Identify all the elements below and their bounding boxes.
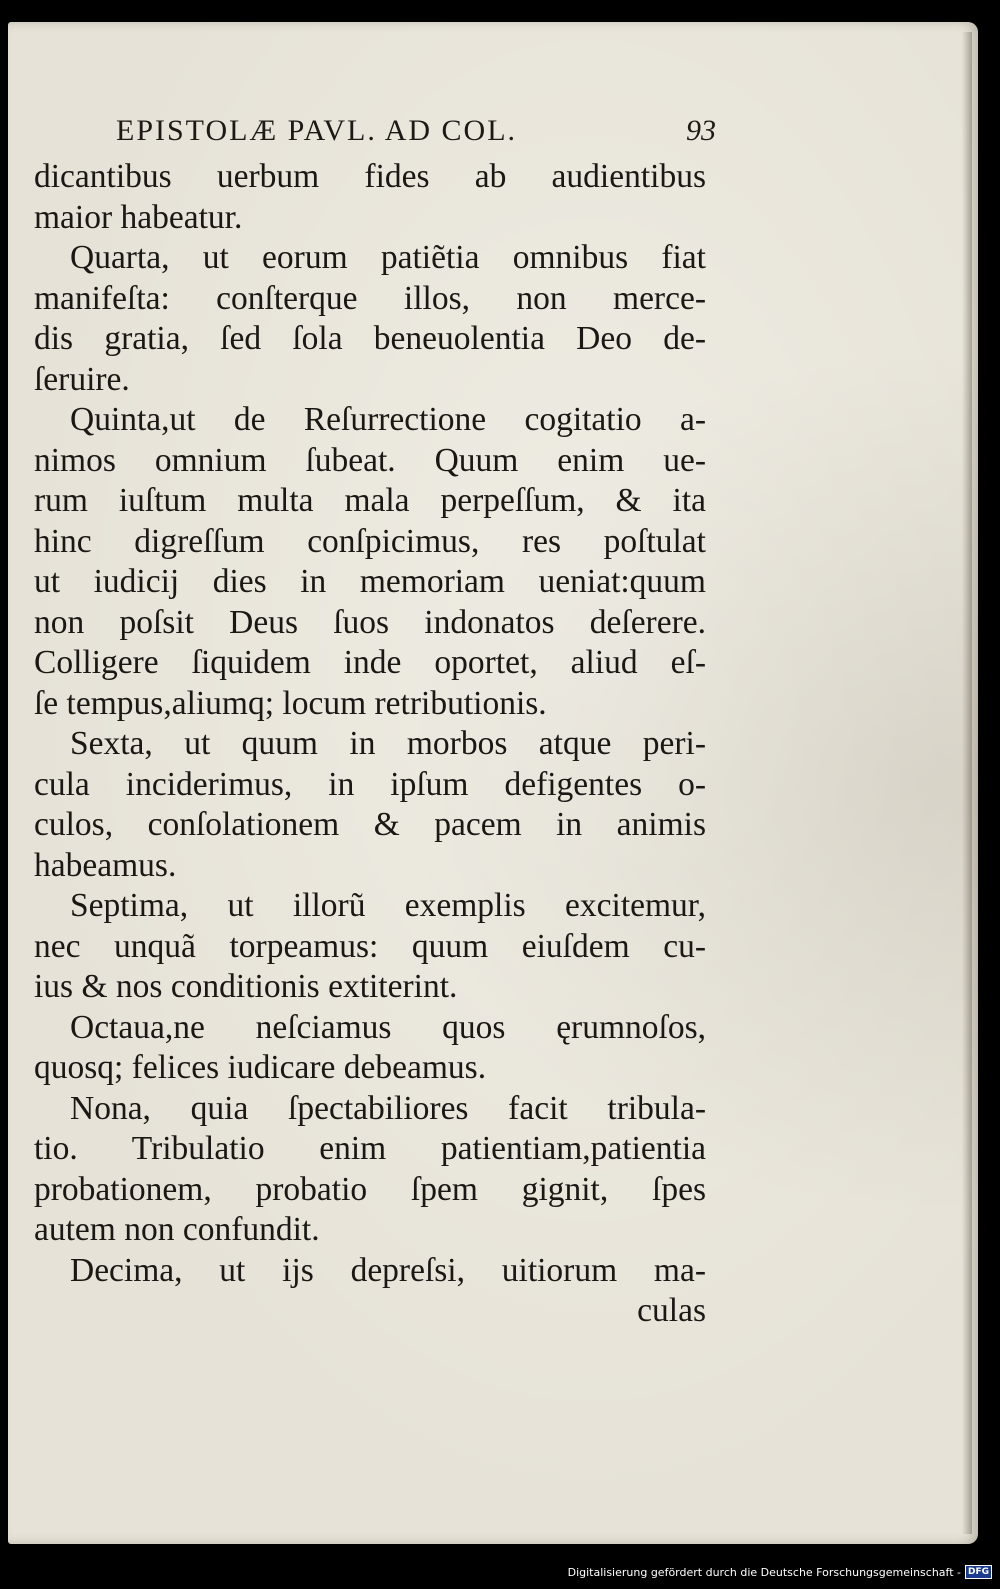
text-line: nec unquã torpeamus: quum eiuſdem cu- — [34, 927, 706, 965]
text-line: dicantibus uerbum fides ab audientibus — [34, 158, 706, 195]
text-line: quosq; felices iudicare debeamus. — [34, 1049, 487, 1086]
text-line: ſeruire. — [34, 360, 130, 398]
credit-text: Digitalisierung gefördert durch die Deutsche Forschungsgemeinschaft - — [567, 1565, 961, 1579]
text-line: Quarta, ut eorum patiẽtia omnibus fiat — [70, 239, 706, 276]
text-line: Octaua,ne neſciamus quos ęrumnoſos, — [70, 1008, 706, 1046]
text-line: autem non confundit. — [34, 1211, 320, 1248]
page-number: 93 — [686, 114, 716, 147]
text-line: tio. Tribulatio enim patientiam,patientia — [34, 1130, 706, 1167]
catchword: culas — [637, 1292, 706, 1329]
text-line: probationem, probatio ſpem gignit, ſpes — [34, 1170, 706, 1208]
text-line: ius & nos conditionis extiterint. — [34, 968, 458, 1005]
digitization-credit — [568, 1563, 992, 1581]
text-line: maior habeatur. — [34, 198, 243, 236]
dfg-logo: DFG — [965, 1565, 992, 1579]
book-page — [8, 22, 978, 1544]
text-line: hinc digreſſum conſpicimus, res poſtulat — [34, 522, 706, 560]
body-text — [34, 157, 706, 1332]
text-line: rum iuſtum multa mala perpeſſum, & ita — [34, 482, 706, 519]
text-line: Colligere ſiquidem inde oportet, aliud eſ- — [34, 644, 706, 681]
text-line: habeamus. — [34, 846, 177, 884]
text-line: dis gratia, ſed ſola beneuolentia Deo de- — [34, 320, 706, 357]
text-line: Decima, ut ijs depreſsi, uitiorum ma- — [70, 1251, 706, 1289]
text-line: manifeſta: conſterque illos, non merce- — [34, 279, 706, 317]
text-line: cula inciderimus, in ipſum defigentes o- — [34, 765, 706, 803]
running-title: EPISTOLÆ PAVL. AD COL. — [116, 114, 518, 147]
text-line: ut iudicij dies in memoriam ueniat:quum — [34, 563, 706, 600]
running-header — [116, 114, 716, 162]
text-line: ſe tempus,aliumq; locum retributionis. — [34, 684, 547, 722]
text-line: Quinta,ut de Reſurrectione cogitatio a- — [70, 401, 706, 438]
text-line: nimos omnium ſubeat. Quum enim ue- — [34, 441, 706, 479]
text-line: culos, conſolationem & pacem in animis — [34, 806, 706, 843]
text-line: non poſsit Deus ſuos indonatos deſerere. — [34, 603, 706, 641]
page-edge-shadow — [962, 32, 972, 1534]
text-line: Septima, ut illorũ exemplis excitemur, — [70, 887, 706, 924]
text-line: Nona, quia ſpectabiliores facit tribula- — [70, 1089, 706, 1127]
text-line: Sexta, ut quum in morbos atque peri- — [70, 725, 706, 762]
